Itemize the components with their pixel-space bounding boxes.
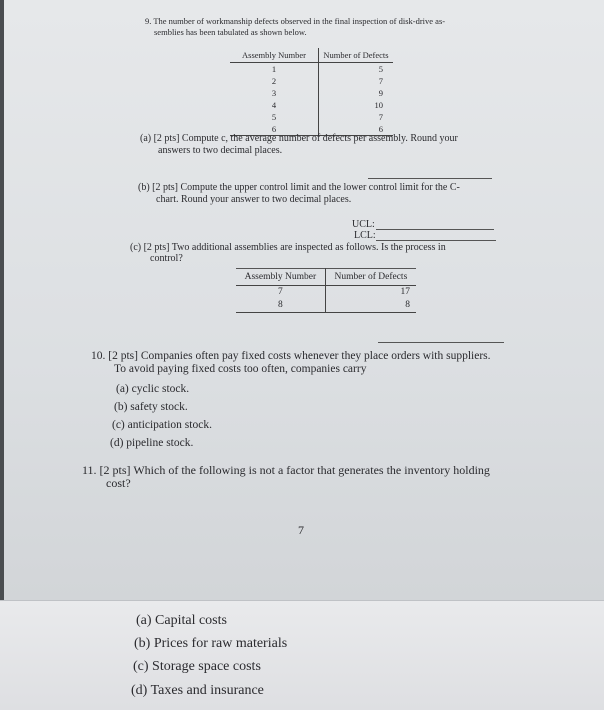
q9-defects-table xyxy=(230,48,393,136)
q9-part-c-line1: (c) [2 pts] Two additional assemblies are inspected as follows. Is the process in xyxy=(130,242,446,253)
table-row xyxy=(230,75,393,87)
page-number: 7 xyxy=(298,523,304,537)
q9-part-b-line1: (b) [2 pts] Compute the upper control limit and the lower control limit for the C- xyxy=(138,182,460,193)
q9-part-b-line2: chart. Round your answer to two decimal places. xyxy=(156,194,352,205)
table-cell: 9 xyxy=(378,88,383,98)
q10-stem-line1: 10. [2 pts] Companies often pay fixed costs whenever they place orders with suppliers. xyxy=(91,350,491,362)
table-cell: 7 xyxy=(378,112,383,122)
q10-option-a: (a) cyclic stock. xyxy=(116,383,190,395)
table-row xyxy=(230,63,393,76)
table-header: Assembly Number xyxy=(236,269,325,286)
q10-option-b: (b) safety stock. xyxy=(114,401,188,413)
q9-part-a-line2: answers to two decimal places. xyxy=(158,145,283,156)
q11-option-a: (a) Capital costs xyxy=(136,613,227,628)
table-cell: 17 xyxy=(400,287,410,297)
q11-option-c: (c) Storage space costs xyxy=(133,659,261,674)
exam-page-top xyxy=(4,0,604,600)
table-cell: 8 xyxy=(236,299,325,313)
q11-option-d: (d) Taxes and insurance xyxy=(131,683,264,698)
ucl-label: UCL: xyxy=(352,219,375,230)
lcl-answer-line xyxy=(376,240,496,241)
answer-line-c xyxy=(378,342,504,343)
q9-stem-line2: semblies has been tabulated as shown below. xyxy=(154,27,307,37)
table-row xyxy=(230,111,393,123)
ucl-answer-line xyxy=(376,229,494,230)
q10-option-c: (c) anticipation stock. xyxy=(112,419,212,431)
table-cell: 7 xyxy=(236,286,325,300)
q9-stem-line1: 9. The number of workmanship defects observed in the final inspection of disk-drive as- xyxy=(145,16,446,26)
table-header: Assembly Number xyxy=(230,48,319,63)
q11-option-b: (b) Prices for raw materials xyxy=(134,636,288,651)
table-row xyxy=(230,99,393,111)
table-header: Number of Defects xyxy=(319,48,394,63)
q9-part-c-line2: control? xyxy=(150,253,183,264)
table-row xyxy=(236,299,416,313)
table-row xyxy=(230,87,393,99)
answer-line-a xyxy=(368,178,492,179)
q9-part-a-line1: (a) [2 pts] Compute c, the average number of defects per assembly. Round your xyxy=(140,133,458,144)
q10-stem-line2: To avoid paying fixed costs too often, companies carry xyxy=(114,363,367,375)
table-cell: 1 xyxy=(230,63,319,76)
table-cell: 6 xyxy=(319,123,394,136)
table-cell: 8 xyxy=(325,299,416,313)
table-cell: 2 xyxy=(230,75,319,87)
table-row xyxy=(236,286,416,300)
q11-stem-line1: 11. [2 pts] Which of the following is not a factor that generates the inventory holding xyxy=(82,463,490,477)
table-cell: 10 xyxy=(374,100,383,110)
q11-stem-line2: cost? xyxy=(106,476,131,490)
table-cell: 7 xyxy=(378,76,383,86)
table-cell: 5 xyxy=(230,111,319,123)
table-cell: 5 xyxy=(378,64,383,74)
q9-additional-table xyxy=(236,268,416,313)
table-header: Number of Defects xyxy=(325,269,416,286)
q10-option-d: (d) pipeline stock. xyxy=(110,437,194,449)
lcl-label: LCL: xyxy=(354,230,376,241)
table-cell: 6 xyxy=(230,123,319,136)
table-cell: 4 xyxy=(230,99,319,111)
exam-page-bottom xyxy=(0,600,604,710)
table-cell: 3 xyxy=(230,87,319,99)
